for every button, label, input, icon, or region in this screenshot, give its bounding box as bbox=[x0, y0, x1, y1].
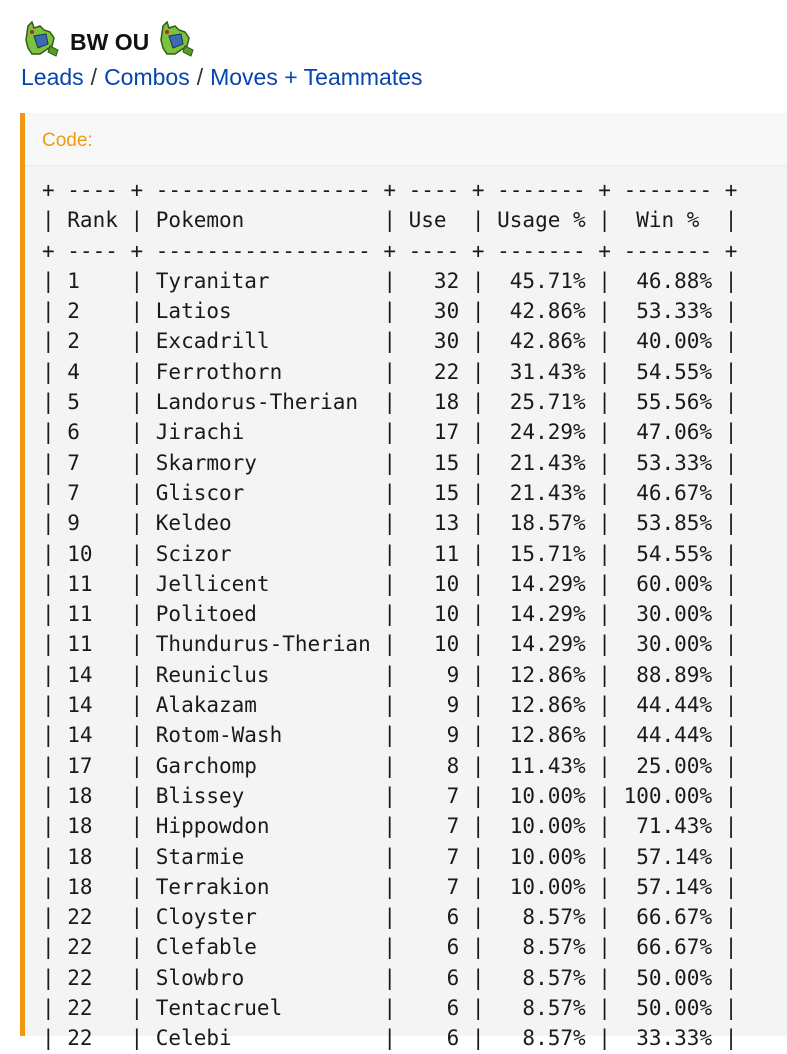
page-title: BW OU bbox=[70, 29, 150, 55]
table-row: | 2 | Latios | 30 | 42.86% | 53.33% | bbox=[42, 299, 738, 324]
table-row: | 18 | Blissey | 7 | 10.00% | 100.00% | bbox=[42, 783, 738, 808]
nav-link-leads[interactable]: Leads bbox=[21, 64, 84, 90]
table-row: | 22 | Clefable | 6 | 8.57% | 66.67% | bbox=[42, 935, 738, 960]
code-label: Code: bbox=[42, 130, 93, 151]
breadcrumb bbox=[21, 64, 423, 91]
nav-link-moves-teammates[interactable]: Moves + Teammates bbox=[210, 64, 423, 90]
usage-table bbox=[42, 175, 737, 1054]
table-row: | 10 | Scizor | 11 | 15.71% | 54.55% | bbox=[42, 541, 738, 566]
table-row: | 14 | Reuniclus | 9 | 12.86% | 88.89% | bbox=[42, 662, 738, 687]
table-row: | 18 | Hippowdon | 7 | 10.00% | 71.43% | bbox=[42, 814, 738, 839]
table-row: | 14 | Rotom-Wash | 9 | 12.86% | 44.44% | bbox=[42, 723, 738, 748]
table-border: + ---- + ----------------- + ---- + ------- + ------- + bbox=[42, 178, 738, 202]
table-row: | 2 | Excadrill | 30 | 42.86% | 40.00% | bbox=[42, 329, 738, 354]
table-row: | 22 | Slowbro | 6 | 8.57% | 50.00% | bbox=[42, 965, 738, 990]
page-header bbox=[20, 10, 199, 60]
table-row: | 11 | Politoed | 10 | 14.29% | 30.00% | bbox=[42, 602, 738, 627]
table-row: | 11 | Jellicent | 10 | 14.29% | 60.00% | bbox=[42, 571, 738, 596]
table-row: | 22 | Cloyster | 6 | 8.57% | 66.67% | bbox=[42, 905, 738, 930]
table-row: | 17 | Garchomp | 8 | 11.43% | 25.00% | bbox=[42, 753, 738, 778]
table-row: | 22 | Celebi | 6 | 8.57% | 33.33% | bbox=[42, 1026, 738, 1051]
table-row: | 6 | Jirachi | 17 | 24.29% | 47.06% | bbox=[42, 420, 738, 445]
table-header-row: | Rank | Pokemon | Use | Usage % | Win % | bbox=[42, 208, 738, 233]
table-border: + ---- + ----------------- + ---- + ------- + ------- + bbox=[42, 238, 738, 263]
table-row: | 5 | Landorus-Therian | 18 | 25.71% | 55.56% | bbox=[42, 390, 738, 415]
code-block bbox=[20, 113, 787, 1051]
nav-separator: / bbox=[90, 64, 98, 90]
nav-separator: / bbox=[196, 64, 204, 90]
table-row: | 9 | Keldeo | 13 | 18.57% | 53.85% | bbox=[42, 511, 738, 536]
code-label-band bbox=[25, 113, 787, 166]
table-row: | 18 | Terrakion | 7 | 10.00% | 57.14% | bbox=[42, 874, 738, 899]
larvitar-sprite-icon bbox=[20, 20, 64, 60]
table-row: | 18 | Starmie | 7 | 10.00% | 57.14% | bbox=[42, 844, 738, 869]
table-row: | 7 | Gliscor | 15 | 21.43% | 46.67% | bbox=[42, 480, 738, 505]
nav-link-combos[interactable]: Combos bbox=[104, 64, 190, 90]
table-row: | 4 | Ferrothorn | 22 | 31.43% | 54.55% | bbox=[42, 359, 738, 384]
table-row: | 7 | Skarmory | 15 | 21.43% | 53.33% | bbox=[42, 450, 738, 475]
table-row: | 22 | Tentacruel | 6 | 8.57% | 50.00% | bbox=[42, 996, 738, 1021]
table-row: | 1 | Tyranitar | 32 | 45.71% | 46.88% | bbox=[42, 268, 738, 293]
larvitar-sprite-icon bbox=[155, 20, 199, 60]
table-row: | 14 | Alakazam | 9 | 12.86% | 44.44% | bbox=[42, 693, 738, 718]
table-row: | 11 | Thundurus-Therian | 10 | 14.29% | 30.00% | bbox=[42, 632, 738, 657]
